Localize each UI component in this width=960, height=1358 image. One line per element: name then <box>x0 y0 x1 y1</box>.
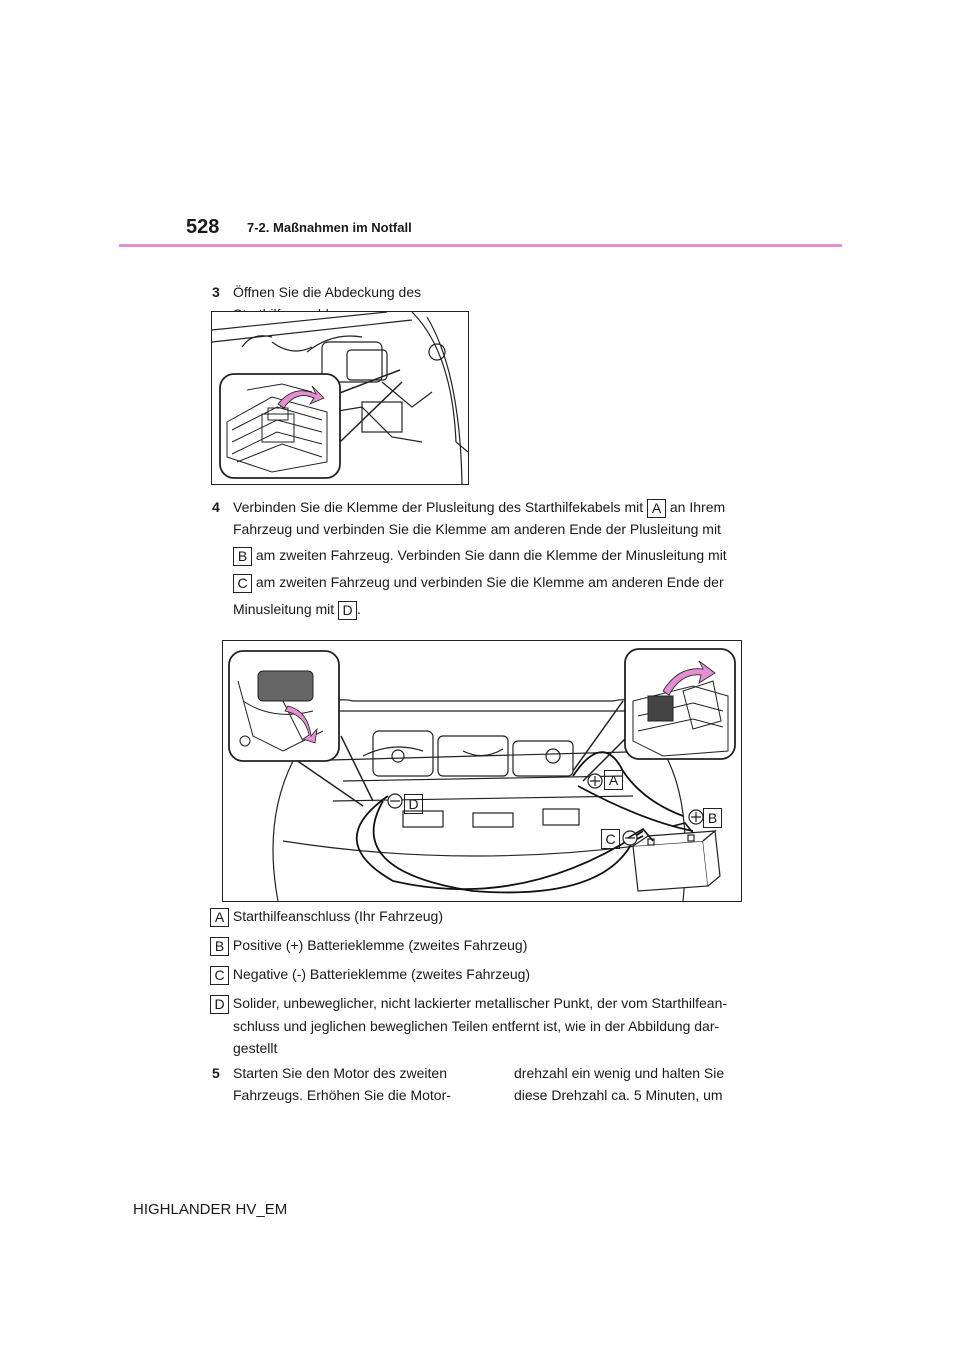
legend-d-text-1: Solider, unbeweglicher, nicht lackierter metallischer Punkt, der vom Starthilfean- <box>232 995 728 1011</box>
footer-model: HIGHLANDER HV_EM <box>133 1201 288 1218</box>
legend-d-line-3: gestellt <box>233 1040 278 1056</box>
legend-c-text: Negative (-) Batterieklemme (zweites Fahrzeug) <box>232 966 531 982</box>
step-4-line-3-post: am zweiten Fahrzeug. Verbinden Sie dann die Klemme der Minusleitung mit <box>255 547 727 563</box>
step-3-number: 3 <box>212 284 220 300</box>
legend-box-d: D <box>210 995 229 1014</box>
step-4-line-4-post: am zweiten Fahrzeug und verbinden Sie die Klemme am anderen Ende der <box>255 574 724 590</box>
figure-label-d: D <box>404 794 423 814</box>
label-box-b: B <box>233 547 252 566</box>
step-4-line-2: Fahrzeug und verbinden Sie die Klemme am anderen Ende der Plusleitung mit <box>233 521 721 537</box>
step-4-line-4 <box>233 572 724 593</box>
step-4-line-1-pre: Verbinden Sie die Klemme der Plusleitung des Starthilfekabels mit <box>233 499 644 515</box>
step-4-line-5 <box>233 599 361 620</box>
label-box-c: C <box>233 574 252 593</box>
step-4-number: 4 <box>212 499 220 515</box>
legend-box-b: B <box>210 937 229 956</box>
step-4-line-3 <box>233 545 727 566</box>
step-3-line-1: Öffnen Sie die Abdeckung des <box>233 284 422 300</box>
figure-label-a: A <box>604 770 623 790</box>
legend-a-text: Starthilfeanschluss (Ihr Fahrzeug) <box>232 908 443 924</box>
figure-label-c: C <box>601 829 620 849</box>
figure-label-b: B <box>703 808 722 828</box>
step-4-line-1-post: an Ihrem <box>669 499 726 515</box>
legend-d-line-2: schluss und jeglichen beweglichen Teilen entfernt ist, wie in der Abbildung dar- <box>233 1018 720 1034</box>
section-title: 7-2. Maßnahmen im Notfall <box>247 220 412 235</box>
figure-jump-start-connection <box>222 640 742 902</box>
step-5-col2-line-2: diese Drehzahl ca. 5 Minuten, um <box>514 1087 723 1103</box>
legend-box-a: A <box>210 908 229 927</box>
figure-1-illustration <box>212 312 468 484</box>
step-4-line-5-pre: Minusleitung mit <box>233 601 335 617</box>
label-box-a: A <box>647 499 666 518</box>
step-5-col2-line-1: drehzahl ein wenig und halten Sie <box>514 1065 725 1081</box>
figure-2-illustration <box>223 641 741 901</box>
page-number: 528 <box>186 216 220 238</box>
legend-box-c: C <box>210 966 229 985</box>
legend-b <box>210 935 527 956</box>
legend-b-text: Positive (+) Batterieklemme (zweites Fahrzeug) <box>232 937 528 953</box>
legend-d <box>210 993 727 1014</box>
legend-c <box>210 964 530 985</box>
step-4-line-5-post: . <box>357 601 361 617</box>
label-box-d: D <box>338 601 357 620</box>
step-5-number: 5 <box>212 1065 220 1081</box>
step-5-col1-line-2: Fahrzeugs. Erhöhen Sie die Motor- <box>233 1087 451 1103</box>
header-rule <box>119 244 842 247</box>
figure-jump-start-cover <box>211 311 469 485</box>
legend-a <box>210 906 443 927</box>
step-4-line-1 <box>233 497 725 518</box>
step-5-col1-line-1: Starten Sie den Motor des zweiten <box>233 1065 448 1081</box>
